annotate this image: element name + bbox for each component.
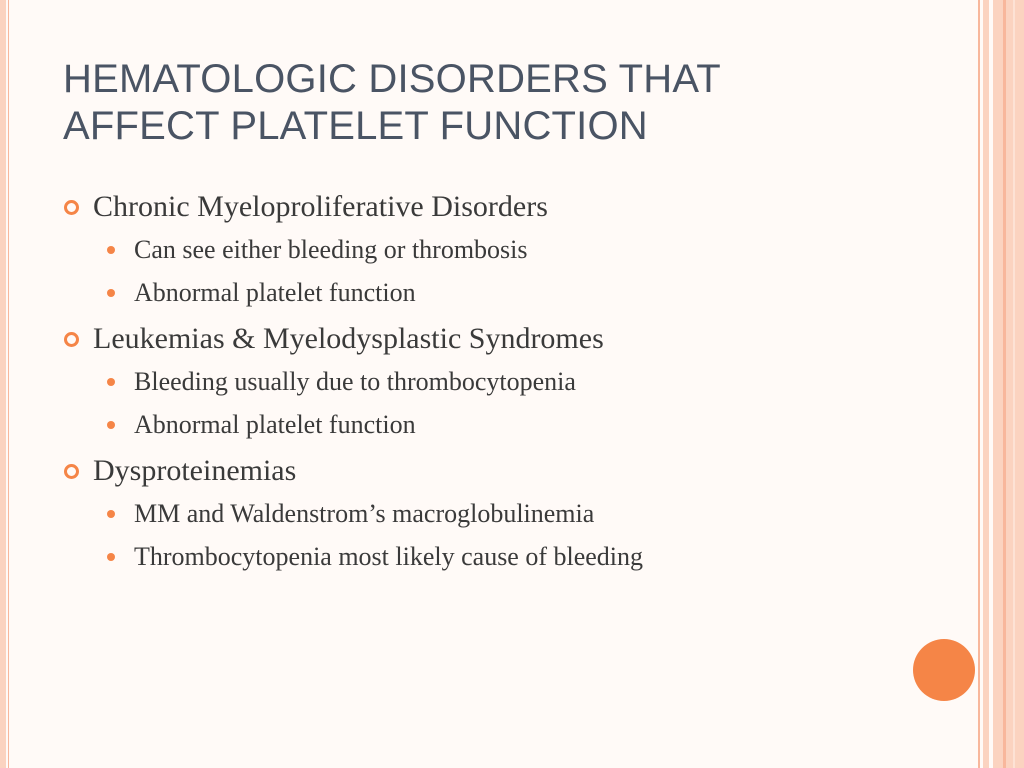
dot-bullet-icon (107, 289, 115, 297)
left-decorative-stripe (0, 0, 6, 768)
bullet-item (64, 318, 944, 360)
sub-bullet-item (64, 403, 944, 446)
slide-title-line: AFFECT PLATELET FUNCTION (63, 104, 648, 148)
sub-bullet-text: Abnormal platelet function (134, 410, 416, 439)
dot-bullet-icon (107, 553, 115, 561)
dot-bullet-icon (107, 246, 115, 254)
sub-bullet-item (64, 360, 944, 403)
bullet-group (64, 450, 944, 578)
decorative-circle (913, 639, 975, 701)
ring-bullet-icon (64, 332, 79, 347)
sub-bullet-item (64, 271, 944, 314)
bullet-text: Leukemias & Myelodysplastic Syndromes (93, 322, 604, 355)
sub-bullet-item (64, 228, 944, 271)
slide-title (63, 56, 943, 150)
bullet-text: Chronic Myeloproliferative Disorders (93, 190, 548, 223)
slide-title-line: HEMATOLOGIC DISORDERS THAT (63, 57, 721, 101)
bullet-group (64, 186, 944, 314)
right-decorative-band (993, 0, 1024, 768)
bullet-text: Dysproteinemias (93, 454, 297, 487)
sub-bullet-text: MM and Waldenstrom’s macroglobulinemia (134, 499, 595, 528)
sub-bullet-text: Thrombocytopenia most likely cause of bleeding (134, 542, 644, 571)
bullet-list (64, 186, 944, 582)
bullet-item (64, 450, 944, 492)
sub-bullet-text: Abnormal platelet function (134, 278, 416, 307)
right-decorative-line (1003, 0, 1006, 768)
dot-bullet-icon (107, 510, 115, 518)
bullet-group (64, 318, 944, 446)
sub-bullet-text: Can see either bleeding or thrombosis (134, 235, 528, 264)
dot-bullet-icon (107, 421, 115, 429)
right-decorative-line (1013, 0, 1015, 768)
bullet-item (64, 186, 944, 228)
dot-bullet-icon (107, 378, 115, 386)
left-decorative-line (8, 0, 9, 768)
ring-bullet-icon (64, 464, 79, 479)
ring-bullet-icon (64, 200, 79, 215)
right-decorative-line (978, 0, 980, 768)
sub-bullet-text: Bleeding usually due to thrombocytopenia (134, 367, 576, 396)
right-decorative-band (983, 0, 989, 768)
sub-bullet-item (64, 535, 944, 578)
sub-bullet-item (64, 492, 944, 535)
